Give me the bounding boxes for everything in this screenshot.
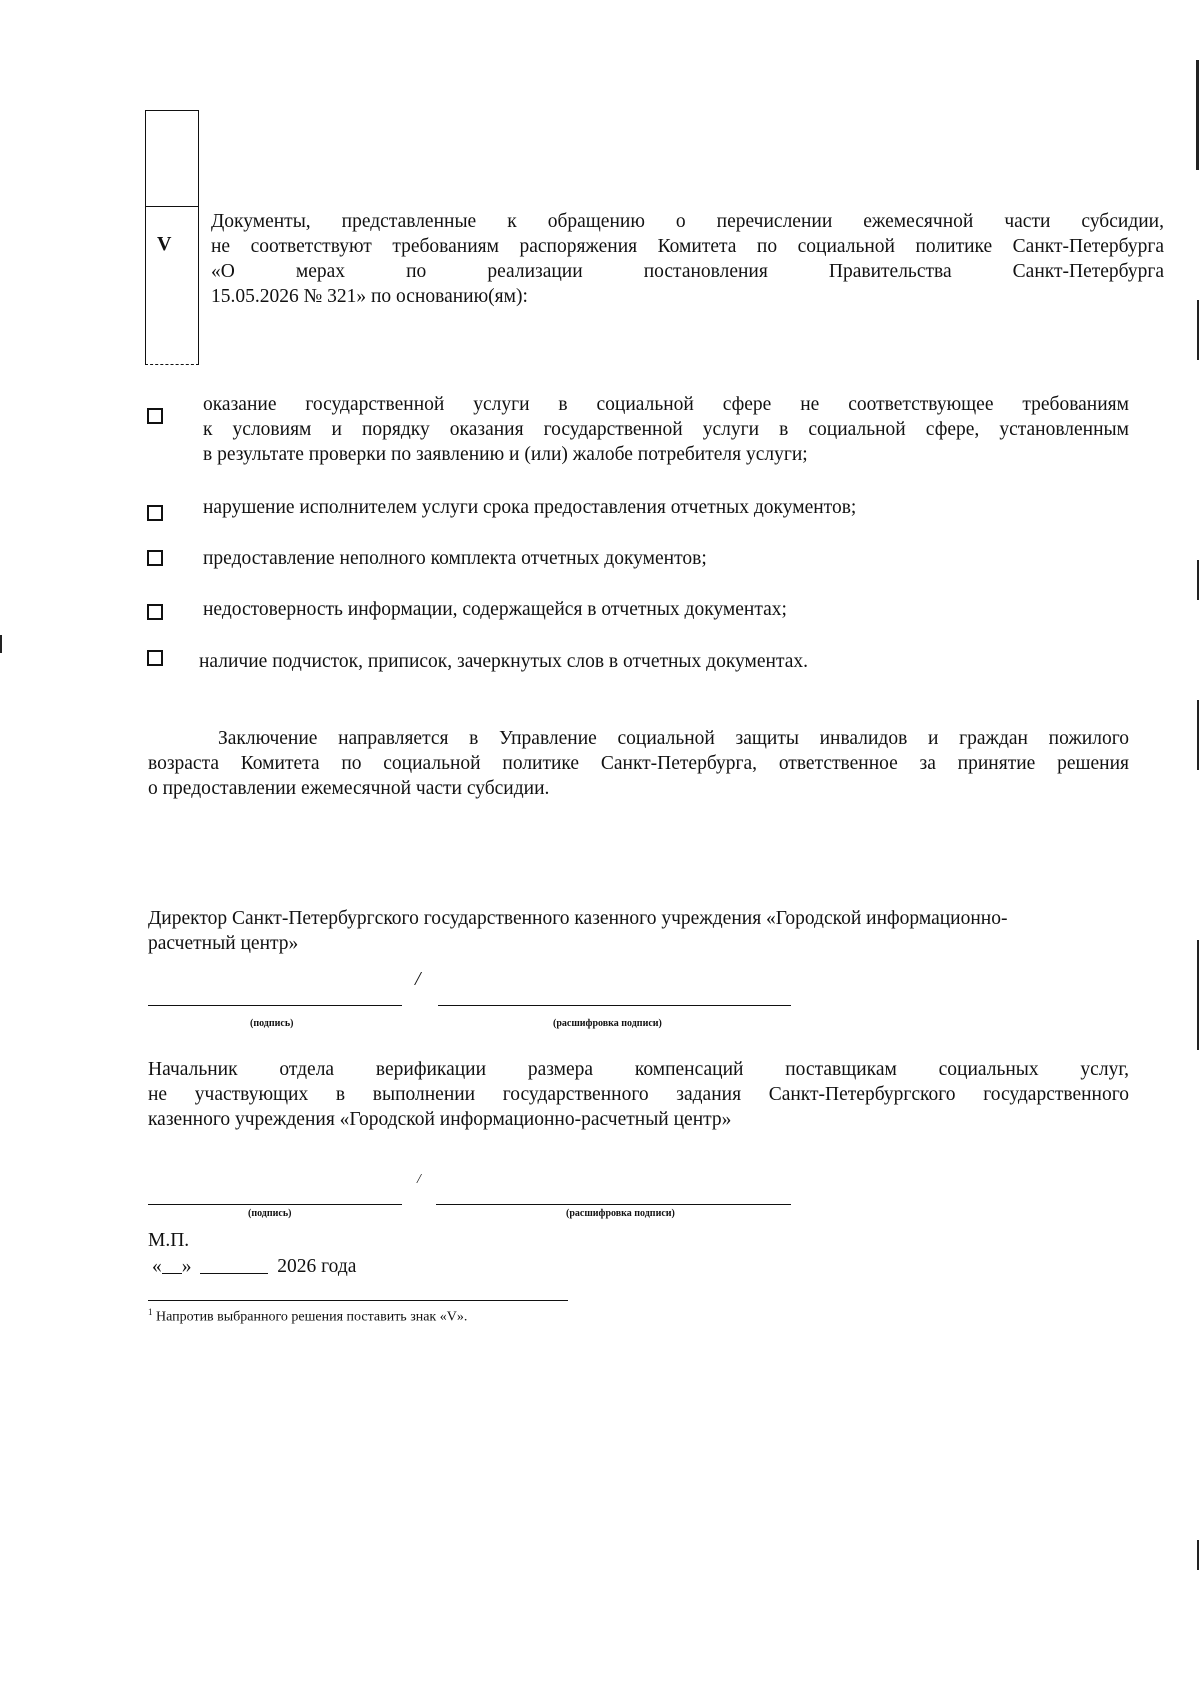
ground-item	[203, 495, 1129, 520]
head-title-line: не участвующих в выполнении государственного задания Санкт-Петербургского государственного	[148, 1084, 1129, 1105]
head-title-line: казенного учреждения «Городской информационно-расчетный центр»	[148, 1109, 732, 1130]
ground-item-line: предоставление неполного комплекта отчетных документов;	[203, 548, 707, 569]
footnote-separator	[148, 1300, 568, 1301]
decision-box-left-border	[145, 110, 146, 365]
decision-text-line: 15.05.2026 № 321» по основанию(ям):	[211, 286, 528, 307]
date-close-quote: »	[181, 1256, 192, 1277]
ground-item	[199, 649, 1125, 674]
decision-text-line: не соответствуют требованиям распоряжения Комитета по социальной политике Санкт-Петербурга	[211, 236, 1164, 257]
ground-item-line: нарушение исполнителем услуги срока предоставления отчетных документов;	[203, 497, 857, 518]
scan-edge-mark	[0, 635, 2, 653]
director-title	[148, 906, 1138, 956]
head-decoding-line[interactable]	[436, 1204, 791, 1205]
decision-text-line: «О мерах по реализации постановления Правительства Санкт-Петербурга	[211, 261, 1164, 282]
decision-text	[211, 209, 1164, 309]
head-signature-caption: (подпись)	[248, 1208, 292, 1219]
footnote	[148, 1303, 467, 1327]
ground-item-line: оказание государственной услуги в социальной сфере не соответствующее требованиям	[203, 394, 1129, 415]
head-title	[148, 1057, 1129, 1132]
stamp-place: М.П.	[148, 1230, 190, 1251]
scan-edge-mark	[1197, 700, 1199, 770]
scan-edge-mark	[1197, 300, 1199, 360]
ground-item-line: в результате проверки по заявлению и (или) жалобе потребителя услуги;	[203, 444, 808, 465]
director-title-line: расчетный центр»	[148, 933, 299, 954]
decision-box-middle-line	[145, 206, 199, 207]
date-month-blank[interactable]	[200, 1255, 268, 1274]
scan-edge-mark	[1196, 60, 1199, 170]
ground-item	[203, 392, 1129, 467]
director-signature-line[interactable]	[148, 1005, 402, 1006]
ground-item-line: к условиям и порядку оказания государственной услуги в социальной сфере, установленным	[203, 419, 1129, 440]
footnote-marker: 1	[148, 1307, 153, 1317]
decision-mark: V	[157, 233, 172, 255]
ground-checkbox[interactable]	[147, 550, 163, 566]
date-year-text: 2026 года	[277, 1256, 357, 1277]
ground-item-line: наличие подчисток, приписок, зачеркнутых слов в отчетных документах.	[199, 651, 808, 672]
date-open-quote: «	[152, 1256, 162, 1277]
date-line	[152, 1254, 356, 1279]
head-slash: /	[417, 1172, 421, 1187]
decision-text-line: Документы, представленные к обращению о перечислении ежемесячной части субсидии,	[211, 211, 1164, 232]
ground-checkbox[interactable]	[147, 650, 163, 666]
ground-checkbox[interactable]	[147, 505, 163, 521]
decision-box-right-border	[198, 110, 199, 365]
scan-edge-mark	[1197, 1540, 1199, 1570]
conclusion-paragraph	[148, 726, 1129, 801]
director-decoding-line[interactable]	[438, 1005, 791, 1006]
ground-item	[203, 546, 1129, 571]
conclusion-line: о предоставлении ежемесячной части субсидии.	[148, 778, 550, 799]
director-decoding-caption: (расшифровка подписи)	[553, 1018, 662, 1029]
decision-box-bottom-line	[145, 364, 199, 365]
decision-box-top-line	[145, 110, 199, 111]
head-title-line: Начальник отдела верификации размера компенсаций поставщикам социальных услуг,	[148, 1059, 1129, 1080]
footnote-text: Напротив выбранного решения поставить знак «V».	[156, 1309, 468, 1325]
scan-edge-mark	[1197, 940, 1199, 1050]
ground-item	[203, 597, 1129, 622]
ground-item-line: недостоверность информации, содержащейся в отчетных документах;	[203, 599, 787, 620]
head-signature-line[interactable]	[148, 1204, 402, 1205]
head-decoding-caption: (расшифровка подписи)	[566, 1208, 675, 1219]
date-day-blank[interactable]	[162, 1255, 182, 1274]
director-signature-caption: (подпись)	[250, 1018, 294, 1029]
conclusion-line: возраста Комитета по социальной политике Санкт-Петербурга, ответственное за принятие решения	[148, 753, 1129, 774]
ground-checkbox[interactable]	[147, 604, 163, 620]
director-slash: /	[415, 968, 421, 990]
director-title-line: Директор Санкт-Петербургского государственного казенного учреждения «Городской информационно-	[148, 908, 1008, 929]
scan-edge-mark	[1197, 560, 1199, 600]
conclusion-line: Заключение направляется в Управление социальной защиты инвалидов и граждан пожилого	[218, 728, 1129, 749]
ground-checkbox[interactable]	[147, 408, 163, 424]
